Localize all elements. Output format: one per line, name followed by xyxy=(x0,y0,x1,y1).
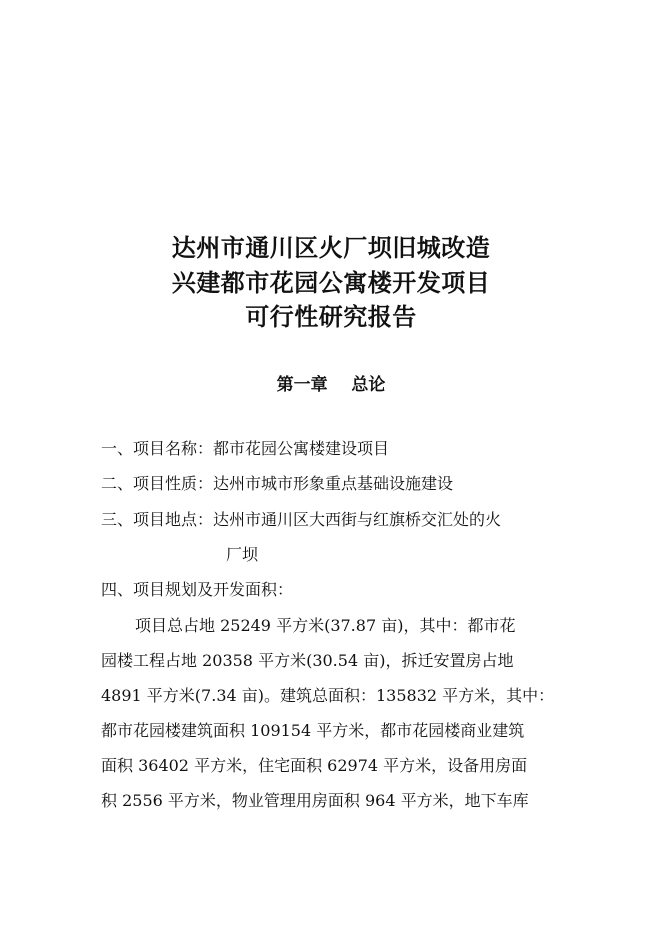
list-item-planning-area xyxy=(101,580,293,600)
list-item-project-nature xyxy=(101,474,453,494)
title-line-3: 可行性研究报告 xyxy=(245,302,417,331)
paragraph-line-3: 4891 平方米(7.34 亩)。建筑总面积：135832 平方米，其中： xyxy=(101,686,555,705)
title-line-1: 达州市通川区火厂坝旧城改造 xyxy=(171,233,491,262)
paragraph-line-1: 项目总占地 25249 平方米(37.87 亩)，其中：都市花 xyxy=(135,616,516,635)
paragraph-line-5: 面积 36402 平方米，住宅面积 62974 平方米，设备用房面 xyxy=(101,756,528,775)
item-label: 三、项目地点： xyxy=(101,510,214,529)
list-item-location-continuation: 厂坝 xyxy=(226,545,259,564)
paragraph-line-6: 积 2556 平方米，物业管理用房面积 964 平方米，地下车库 xyxy=(101,791,529,810)
paragraph-line-4: 都市花园楼建筑面积 109154 平方米，都市花园楼商业建筑 xyxy=(101,721,525,740)
item-label: 二、项目性质： xyxy=(101,474,214,493)
paragraph-line-2: 园楼工程占地 20358 平方米(30.54 亩)，拆迁安置房占地 xyxy=(101,651,514,670)
title-line-2: 兴建都市花园公寓楼开发项目 xyxy=(171,268,491,297)
item-label: 一、项目名称： xyxy=(101,439,214,458)
list-item-project-location xyxy=(101,510,501,530)
item-value: 达州市城市形象重点基础设施建设 xyxy=(213,474,454,493)
item-value: 达州市通川区大西街与红旗桥交汇处的火 xyxy=(213,510,502,529)
item-value: 都市花园公寓楼建设项目 xyxy=(213,439,390,458)
item-label: 四、项目规划及开发面积： xyxy=(101,580,294,599)
chapter-heading: 第一章 总论 xyxy=(276,375,386,395)
list-item-project-name xyxy=(101,439,389,459)
